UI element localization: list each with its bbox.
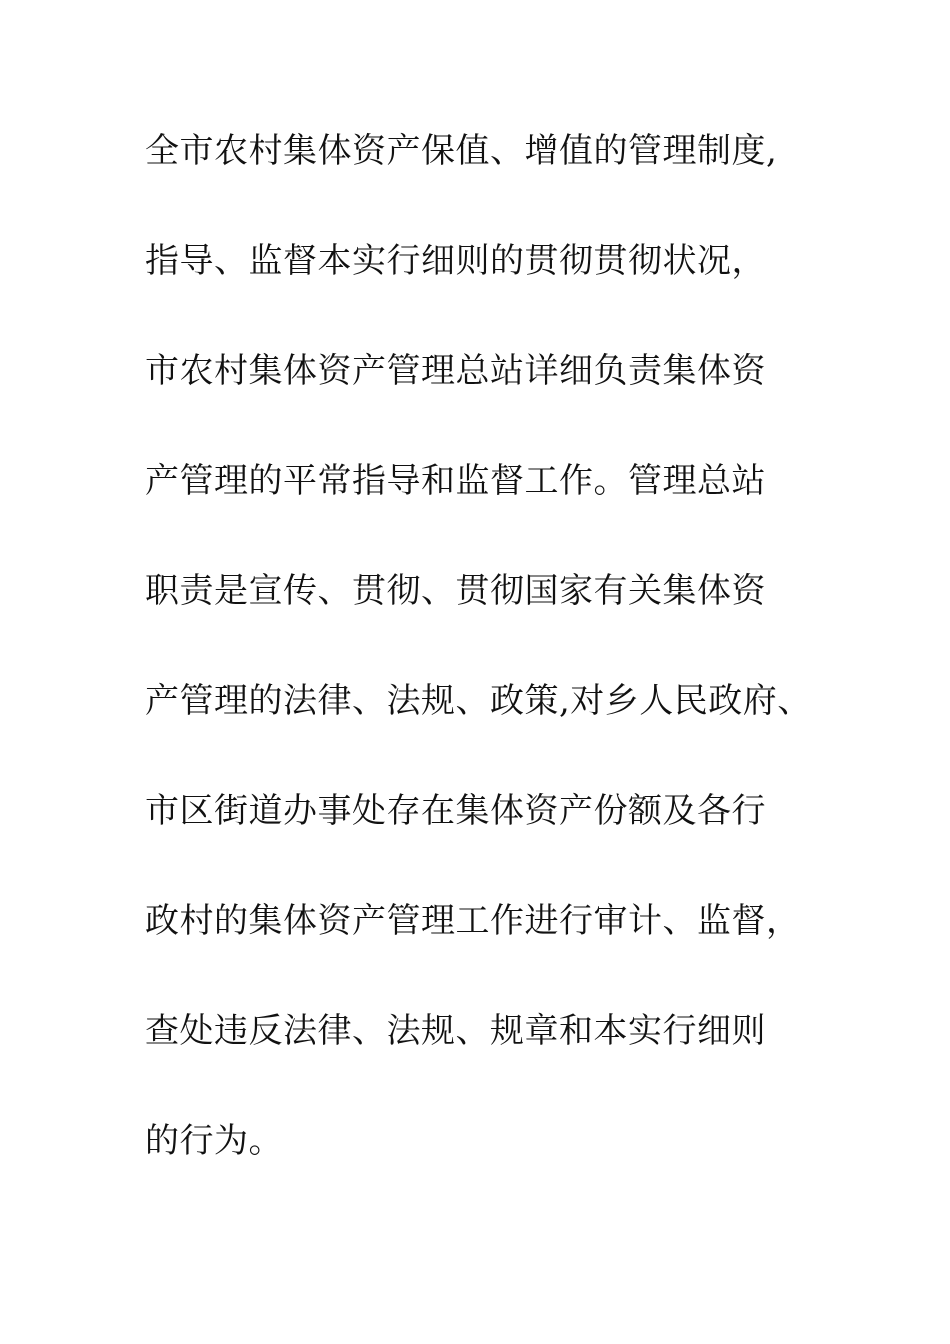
text-line: 全市农村集体资产保值、增值的管理制度, — [145, 131, 778, 171]
body-paragraph — [145, 118, 865, 1218]
text-line: 市区街道办事处存在集体资产份额及各行 — [145, 791, 766, 831]
text-line: 职责是宣传、贯彻、贯彻国家有关集体资 — [145, 571, 766, 611]
text-line: 产管理的法律、法规、政策,对乡人民政府、 — [145, 681, 812, 721]
text-line: 指导、监督本实行细则的贯彻贯彻状况， — [145, 241, 766, 281]
text-line: 产管理的平常指导和监督工作。管理总站 — [145, 461, 766, 501]
text-line: 市农村集体资产管理总站详细负责集体资 — [145, 351, 766, 391]
text-line: 查处违反法律、法规、规章和本实行细则 — [145, 1011, 766, 1051]
text-line: 的行为。 — [145, 1121, 283, 1161]
text-line: 政村的集体资产管理工作进行审计、监督， — [145, 901, 801, 941]
